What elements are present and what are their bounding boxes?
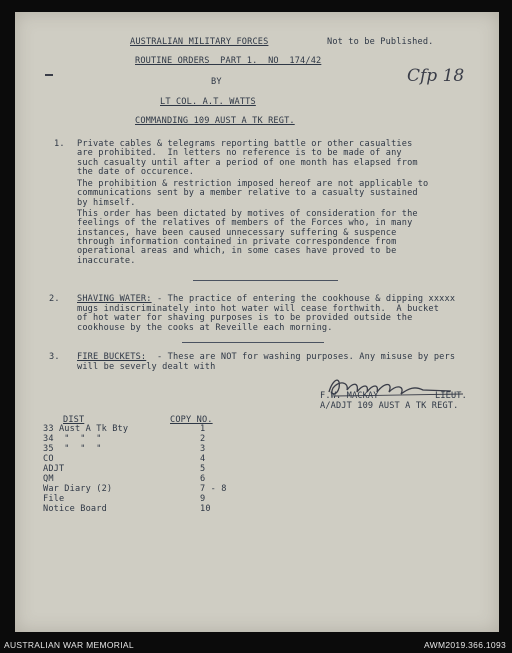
- dist-column-header: DIST: [63, 415, 85, 425]
- dist-row-copy: 1: [200, 424, 206, 434]
- para1-line: the date of occurence.: [77, 166, 195, 177]
- signatory-role: A/ADJT 109 AUST A TK REGT.: [320, 401, 459, 411]
- dist-row-name: CO: [43, 454, 54, 464]
- org-heading: AUSTRALIAN MILITARY FORCES: [130, 37, 269, 47]
- footer-accession-number: AWM2019.366.1093: [424, 640, 506, 650]
- para1-line: Private cables & telegrams reporting battle or other casualties: [77, 139, 413, 149]
- para1-line: by himself.: [77, 197, 136, 208]
- dist-row-copy: 5: [200, 464, 206, 474]
- dist-row-copy: 3: [200, 444, 206, 454]
- dist-row-copy: 6: [200, 474, 206, 484]
- para1-line: operational areas and which, in some cases have proved to be: [77, 246, 397, 257]
- para1-line: This order has been dictated by motives of consideration for the: [77, 209, 418, 219]
- by-line: BY: [211, 77, 222, 87]
- para2-heading: SHAVING WATER:: [77, 294, 152, 304]
- margin-mark: [45, 74, 53, 76]
- para1-line: instances, have been caused unnecessary suffering & suspence: [77, 227, 397, 238]
- commanding-unit: COMMANDING 109 AUST A TK REGT.: [135, 116, 295, 126]
- handwritten-reference: Cfp 18: [407, 66, 465, 86]
- dist-row-name: 33 Aust A Tk Bty: [43, 424, 129, 434]
- dist-row-copy: 7 - 8: [200, 484, 227, 494]
- commander-name: LT COL. A.T. WATTS: [160, 97, 256, 107]
- section-divider: [182, 342, 324, 343]
- para3-line: - These are NOT for washing purposes. Any misuse by pers: [157, 352, 456, 362]
- dist-row-copy: 9: [200, 494, 206, 504]
- para2-line: of hot water for shaving purposes is to be provided outside the: [77, 313, 413, 323]
- para1-line: through information contained in private correspondence from: [77, 236, 397, 247]
- document-page: [15, 12, 499, 632]
- dist-row-copy: 4: [200, 454, 206, 464]
- dist-row-name: QM: [43, 474, 54, 484]
- para1-line: feelings of the relatives of members of the Forces who, in many: [77, 218, 413, 229]
- para3-heading: FIRE BUCKETS:: [77, 352, 147, 362]
- dist-row-name: File: [43, 494, 65, 504]
- routine-orders-title: ROUTINE ORDERS PART 1. NO 174/42: [135, 56, 322, 66]
- section-divider: [193, 280, 338, 281]
- dist-row-name: War Diary (2): [43, 484, 113, 494]
- para3-line: will be severly dealt with: [77, 361, 216, 372]
- dist-row-name: 34 " " ": [43, 434, 102, 444]
- copy-column-header: COPY NO.: [170, 415, 213, 425]
- para2-number: 2.: [49, 294, 60, 304]
- signatory-rank: LIEUT.: [435, 391, 467, 401]
- para1-line: such casualty until after a period of one month has elapsed from: [77, 157, 418, 168]
- para1-line: inaccurate.: [77, 255, 136, 266]
- restriction-notice: Not to be Published.: [327, 37, 434, 47]
- dist-row-name: ADJT: [43, 464, 65, 474]
- dist-row-name: Notice Board: [43, 504, 107, 514]
- para1-line: are prohibited. In letters no reference is to be made of any: [77, 148, 402, 159]
- signatory-name: F.W. MACKAY: [320, 391, 379, 401]
- para2-line: mugs indiscriminately into hot water will cease forthwith. A bucket: [77, 303, 440, 314]
- para1-line: communications sent by a member relative to a casualty sustained: [77, 188, 418, 199]
- para3-number: 3.: [49, 352, 60, 362]
- para1-line: The prohibition & restriction imposed hereof are not applicable to: [77, 179, 429, 189]
- para2-line: cookhouse by the cooks at Reveille each morning.: [77, 322, 333, 333]
- para1-number: 1.: [54, 139, 65, 149]
- dist-row-name: 35 " " ": [43, 444, 102, 454]
- dist-row-copy: 10: [200, 504, 211, 514]
- footer-institution: AUSTRALIAN WAR MEMORIAL: [4, 640, 134, 650]
- dist-row-copy: 2: [200, 434, 206, 444]
- para2-line: - The practice of entering the cookhouse & dipping xxxxx: [157, 294, 456, 304]
